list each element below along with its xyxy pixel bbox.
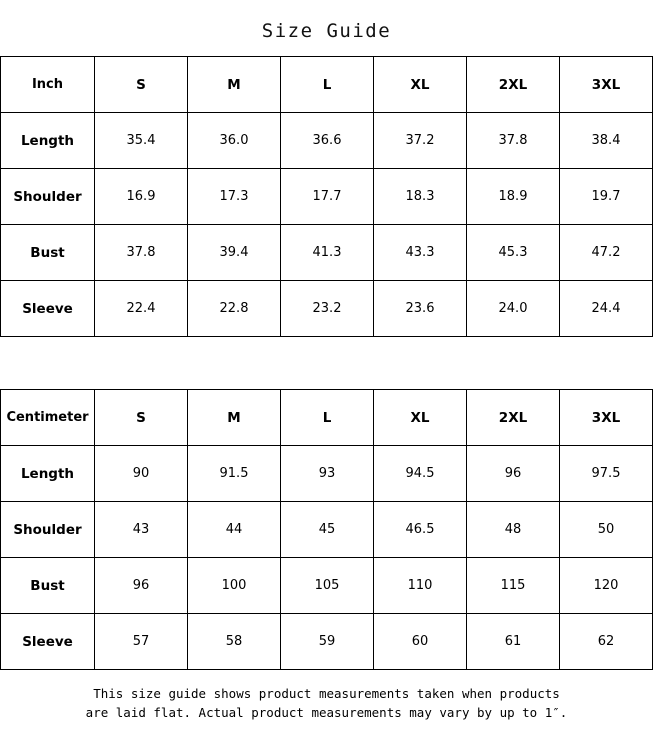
footnote-line-2: are laid flat. Actual product measurements may vary by up to 1″. bbox=[85, 705, 568, 721]
row-label-bust: Bust bbox=[1, 225, 95, 281]
column-header-l: L bbox=[281, 390, 374, 446]
cell-bust-2xl: 115 bbox=[467, 558, 560, 614]
column-header-3xl: 3XL bbox=[560, 57, 653, 113]
table-row bbox=[1, 614, 653, 670]
row-label-sleeve: Sleeve bbox=[1, 614, 95, 670]
cell-shoulder-s: 16.9 bbox=[95, 169, 188, 225]
cell-bust-3xl: 47.2 bbox=[560, 225, 653, 281]
cell-shoulder-m: 17.3 bbox=[188, 169, 281, 225]
column-header-s: S bbox=[95, 390, 188, 446]
column-header-xl: XL bbox=[374, 390, 467, 446]
cell-length-m: 91.5 bbox=[188, 446, 281, 502]
cell-sleeve-2xl: 61 bbox=[467, 614, 560, 670]
cell-shoulder-xl: 18.3 bbox=[374, 169, 467, 225]
cell-bust-s: 37.8 bbox=[95, 225, 188, 281]
cell-bust-l: 105 bbox=[281, 558, 374, 614]
cell-shoulder-l: 45 bbox=[281, 502, 374, 558]
cell-length-s: 35.4 bbox=[95, 113, 188, 169]
size-table-inch bbox=[0, 56, 653, 337]
cell-shoulder-l: 17.7 bbox=[281, 169, 374, 225]
cell-length-2xl: 37.8 bbox=[467, 113, 560, 169]
cell-sleeve-m: 22.8 bbox=[188, 281, 281, 337]
footnote bbox=[0, 670, 653, 723]
unit-label-centimeter: Centimeter bbox=[1, 390, 95, 446]
cell-bust-m: 39.4 bbox=[188, 225, 281, 281]
cell-sleeve-s: 22.4 bbox=[95, 281, 188, 337]
cell-shoulder-2xl: 18.9 bbox=[467, 169, 560, 225]
cell-length-3xl: 97.5 bbox=[560, 446, 653, 502]
table-row bbox=[1, 446, 653, 502]
cell-length-m: 36.0 bbox=[188, 113, 281, 169]
cell-shoulder-xl: 46.5 bbox=[374, 502, 467, 558]
cell-bust-xl: 110 bbox=[374, 558, 467, 614]
table-spacer bbox=[0, 337, 653, 389]
cell-bust-2xl: 45.3 bbox=[467, 225, 560, 281]
table-header-row bbox=[1, 57, 653, 113]
size-table-centimeter bbox=[0, 389, 653, 670]
row-label-length: Length bbox=[1, 446, 95, 502]
unit-label-inch: Inch bbox=[1, 57, 95, 113]
column-header-xl: XL bbox=[374, 57, 467, 113]
column-header-2xl: 2XL bbox=[467, 390, 560, 446]
column-header-l: L bbox=[281, 57, 374, 113]
row-label-length: Length bbox=[1, 113, 95, 169]
column-header-s: S bbox=[95, 57, 188, 113]
cell-bust-m: 100 bbox=[188, 558, 281, 614]
table-row bbox=[1, 225, 653, 281]
cell-sleeve-3xl: 62 bbox=[560, 614, 653, 670]
cell-bust-s: 96 bbox=[95, 558, 188, 614]
cell-length-s: 90 bbox=[95, 446, 188, 502]
cell-bust-3xl: 120 bbox=[560, 558, 653, 614]
row-label-shoulder: Shoulder bbox=[1, 169, 95, 225]
cell-sleeve-xl: 60 bbox=[374, 614, 467, 670]
table-row bbox=[1, 169, 653, 225]
table-row bbox=[1, 113, 653, 169]
cell-shoulder-2xl: 48 bbox=[467, 502, 560, 558]
row-label-bust: Bust bbox=[1, 558, 95, 614]
footnote-line-1: This size guide shows product measurements taken when products bbox=[93, 686, 560, 701]
table-row bbox=[1, 502, 653, 558]
cell-length-2xl: 96 bbox=[467, 446, 560, 502]
cell-length-l: 36.6 bbox=[281, 113, 374, 169]
cell-sleeve-l: 23.2 bbox=[281, 281, 374, 337]
column-header-m: M bbox=[188, 57, 281, 113]
cell-sleeve-xl: 23.6 bbox=[374, 281, 467, 337]
cell-shoulder-3xl: 19.7 bbox=[560, 169, 653, 225]
cell-shoulder-s: 43 bbox=[95, 502, 188, 558]
column-header-m: M bbox=[188, 390, 281, 446]
cell-length-xl: 37.2 bbox=[374, 113, 467, 169]
cell-shoulder-3xl: 50 bbox=[560, 502, 653, 558]
cell-sleeve-s: 57 bbox=[95, 614, 188, 670]
column-header-2xl: 2XL bbox=[467, 57, 560, 113]
row-label-sleeve: Sleeve bbox=[1, 281, 95, 337]
cell-sleeve-m: 58 bbox=[188, 614, 281, 670]
cell-length-3xl: 38.4 bbox=[560, 113, 653, 169]
cell-bust-xl: 43.3 bbox=[374, 225, 467, 281]
cell-length-xl: 94.5 bbox=[374, 446, 467, 502]
table-row bbox=[1, 281, 653, 337]
column-header-3xl: 3XL bbox=[560, 390, 653, 446]
row-label-shoulder: Shoulder bbox=[1, 502, 95, 558]
cell-sleeve-3xl: 24.4 bbox=[560, 281, 653, 337]
cell-shoulder-m: 44 bbox=[188, 502, 281, 558]
table-header-row bbox=[1, 390, 653, 446]
cell-bust-l: 41.3 bbox=[281, 225, 374, 281]
cell-sleeve-2xl: 24.0 bbox=[467, 281, 560, 337]
page-title: Size Guide bbox=[261, 20, 392, 42]
cell-sleeve-l: 59 bbox=[281, 614, 374, 670]
table-row bbox=[1, 558, 653, 614]
cell-length-l: 93 bbox=[281, 446, 374, 502]
